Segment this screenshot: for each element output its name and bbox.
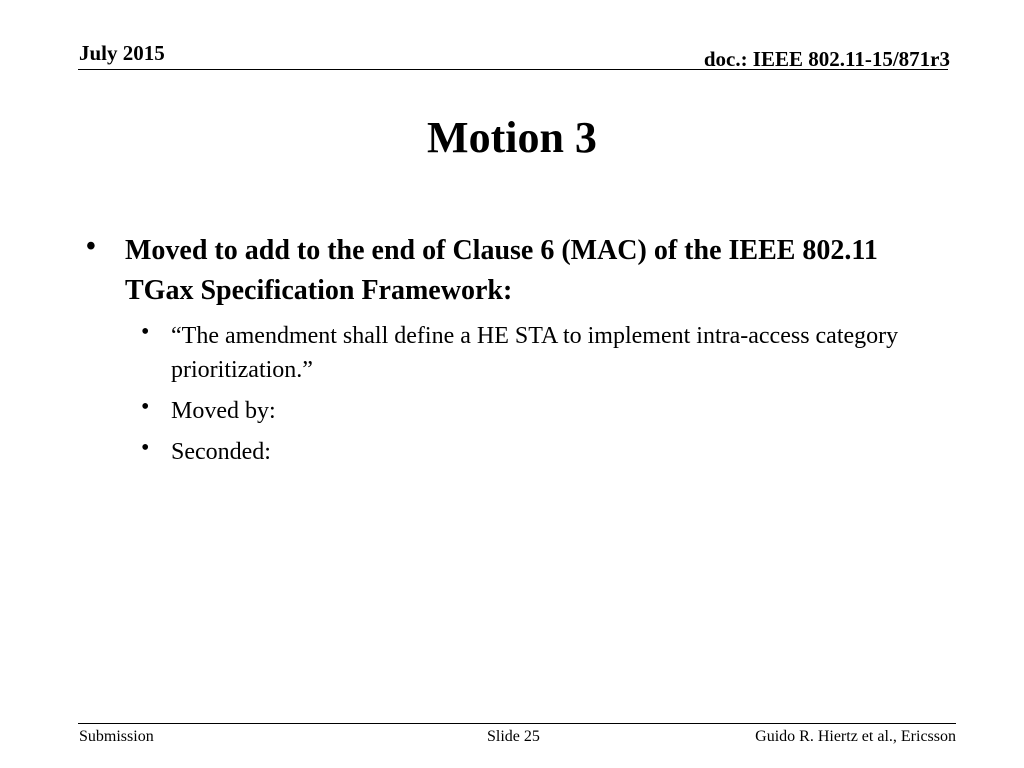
header-doc-id: doc.: IEEE 802.11-15/871r3: [703, 47, 950, 71]
sub-bullet-seconded: Seconded:: [171, 439, 271, 465]
bullet-marker: •: [86, 231, 96, 262]
footer-submission: Submission: [79, 728, 154, 745]
footer-author: Guido R. Hiertz et al., Ericsson: [755, 728, 956, 745]
sub-bullet-motion-text: “The amendment shall define a HE STA to implement intra-access category prioritization.”: [171, 323, 899, 383]
footer-slide-number: Slide 25: [487, 728, 540, 745]
header-date: July 2015: [79, 41, 165, 65]
main-bullet-text: Moved to add to the end of Clause 6 (MAC) of the IEEE 802.11 TGax Specification Framework:: [125, 235, 878, 306]
sub-bullet-moved-by: Moved by:: [171, 398, 276, 424]
slide-title: Motion 3: [427, 113, 597, 162]
sub-bullet-marker: •: [141, 435, 150, 461]
header-divider: [78, 69, 948, 70]
footer-divider: [78, 723, 956, 724]
sub-bullet-marker: •: [141, 394, 150, 420]
sub-bullet-marker: •: [141, 319, 150, 345]
